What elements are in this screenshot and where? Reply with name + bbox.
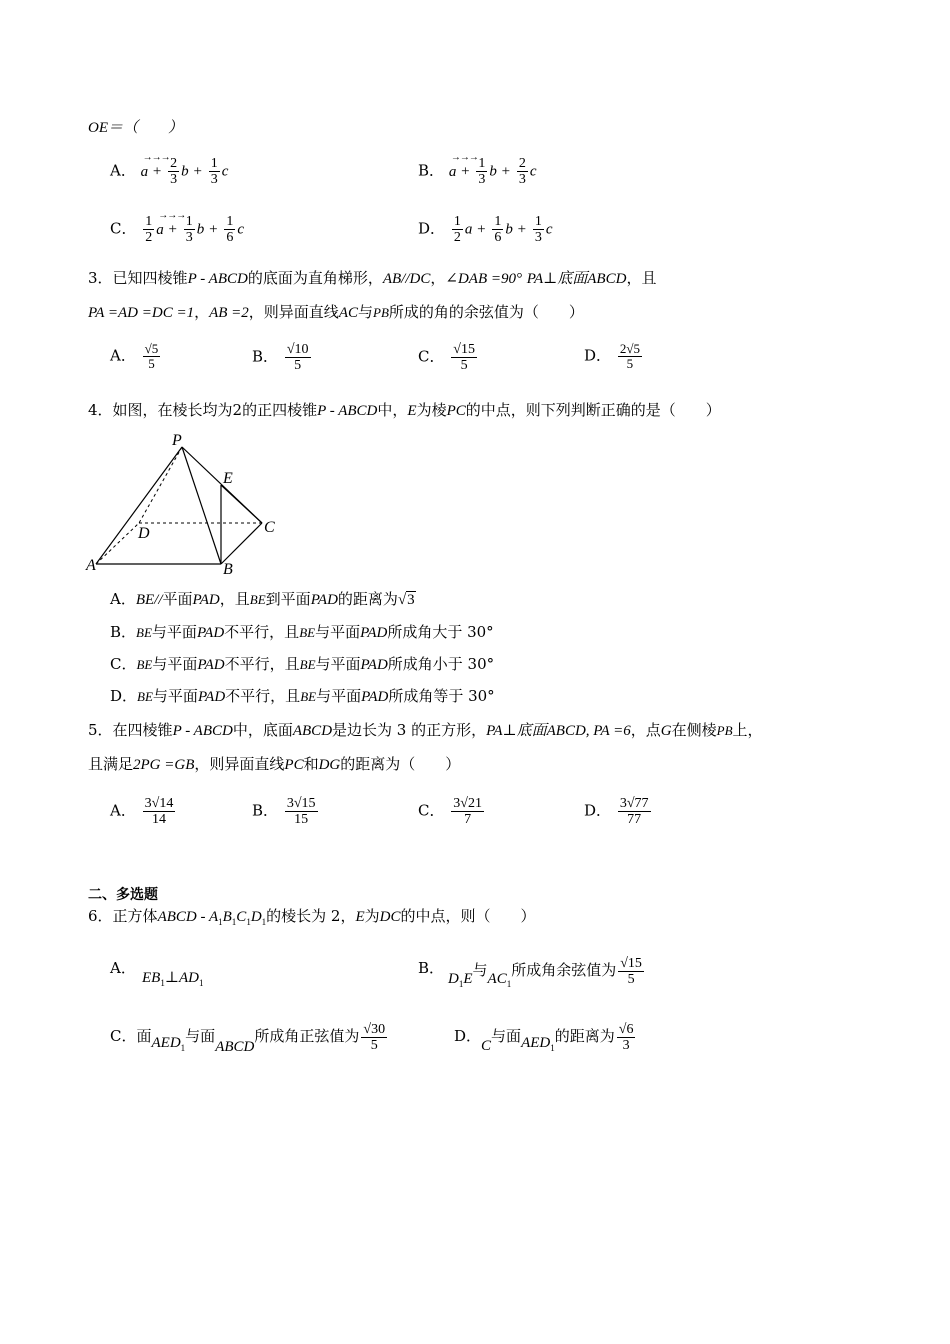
fraction: $\frac{1}{6}$ [494,214,502,245]
q5-line2: 且满足2PG =GB，则异面直线PC和DG的距离为（ ） [88,755,461,773]
edge-ad-hidden [96,523,139,564]
q2-option-c: C． $\frac{1}{2}$ →→→ a + $\frac{1}{3}$ b + $\frac{1}{6}$ c [110,209,244,245]
pyramid-figure [84,428,284,578]
fraction: $\frac{1}{3}$ [210,156,218,187]
vector-a: →→→ a [156,209,186,238]
edge-pb [182,447,221,564]
q2-option-a: A． →→→ a + $\frac{2}{3}$ b + $\frac{1}{3}$ c [110,151,229,187]
q3-option-a: A． $\frac{√5}{5}$ [110,341,159,371]
q4-option-b: B．BE与平面PAD不平行，且BE与平面PAD所成角大于 30° [110,623,494,641]
edge-pa [96,447,182,564]
edge-ec [221,485,262,523]
label-c: C [264,519,275,536]
q6-option-a-expr: $EB_1\perp AD_1$ [142,970,204,988]
fraction: $\frac{1}{3}$ [478,156,486,187]
q5-option-c: C． $\frac{3√21}{7}$ [418,796,482,827]
q5-line1: 5．在四棱锥P - ABCD中，底面ABCD是边长为 3 的正方形，PA⊥底面ABCD, PA =6，点G在侧棱PB上， [88,721,763,739]
q5-option-b: B． $\frac{3√15}{15}$ [252,796,316,827]
q6-option-d: D．C与面$AED_1$的距离为 $\frac{√6}{3}$ [454,1021,634,1054]
q4-option-a: A．BE//平面PAD，且BE到平面PAD的距离为√3 [110,590,415,608]
fraction: $\frac{√30}{5}$ [363,1021,386,1053]
fraction: $\frac{3√15}{15}$ [286,796,316,827]
edge-bc [221,523,262,564]
q3-option-b: B． $\frac{√10}{5}$ [252,342,309,373]
fraction: $\frac{2}{3}$ [518,156,526,187]
label-p: P [172,432,182,449]
q2-stem: OE＝（ ） [88,120,183,136]
fraction: $\frac{1}{2}$ [145,214,153,245]
fraction: $\frac{√15}{5}$ [620,955,642,987]
q5-option-a: A． $\frac{3√14}{14}$ [110,796,174,827]
fraction: $\frac{1}{6}$ [226,214,234,245]
fraction: $\frac{2}{3}$ [170,156,178,187]
q2-option-b: B． →→→ a + $\frac{1}{3}$ b + $\frac{2}{3}$ c [418,151,537,187]
fraction: $\frac{√6}{3}$ [618,1021,634,1053]
vector-a: →→→ a [140,151,170,180]
q6-option-c: C．面$AED_1$与面ABCD所成角正弦值为 $\frac{√30}{5}$ [110,1021,386,1055]
fraction: $\frac{1}{3}$ [185,214,193,245]
fraction: $\frac{2√5}{5}$ [619,341,640,371]
label-e: E [223,470,233,487]
q3-line1: 3．已知四棱锥P - ABCD的底面为直角梯形，AB//DC，∠DAB =90° PA⊥底面ABCD，且 [88,269,657,287]
fraction: $\frac{√10}{5}$ [286,342,309,373]
fraction: $\frac{3√14}{14}$ [144,796,174,827]
fraction: $\frac{√15}{5}$ [453,342,475,373]
fraction: $\frac{1}{2}$ [453,214,461,245]
q3-line2: PA =AD =DC =1，AB =2，则异面直线AC与PB所成的角的余弦值为（ ） [88,303,584,321]
edge-pd-hidden [139,447,182,523]
q4-line1: 4．如图，在棱长均为2的正四棱锥P - ABCD中，E为棱PC的中点，则下列判断正确的是（ ） [88,401,721,419]
q6-option-a: A． [110,959,136,977]
label-b: B [223,561,233,578]
vector-a: →→→ a [448,151,478,180]
q6-line1: 6．正方体ABCD - $A_1B_1C_1D_1$的棱长为 2，E为DC的中点，则（ ） [88,907,536,927]
fraction: $\frac{3√77}{77}$ [619,796,649,827]
fraction: $\frac{√5}{5}$ [144,341,159,371]
q3-option-c: C． $\frac{√15}{5}$ [418,342,475,373]
fraction: $\frac{1}{3}$ [534,214,542,245]
q6-option-b-expr: $D_1E$与$AC_1$所成角余弦值为 $\frac{√15}{5}$ [448,955,642,989]
fraction: $\frac{3√21}{7}$ [453,796,482,827]
label-a: A [86,557,96,574]
q3-option-d: D． $\frac{2√5}{5}$ [584,341,640,371]
q4-option-d: D．BE与平面PAD不平行，且BE与平面PAD所成角等于 30° [110,687,495,705]
label-d: D [138,525,150,542]
q4-option-c: C．BE与平面PAD不平行，且BE与平面PAD所成角小于 30° [110,655,495,673]
q5-option-d: D． $\frac{3√77}{77}$ [584,796,649,827]
section-heading: 二、多选题 [88,887,158,903]
q6-option-b: B． [418,959,445,977]
q2-option-d: D． $\frac{1}{2}$ a + $\frac{1}{6}$ b + $\frac{1}{3}$ c [418,214,553,245]
